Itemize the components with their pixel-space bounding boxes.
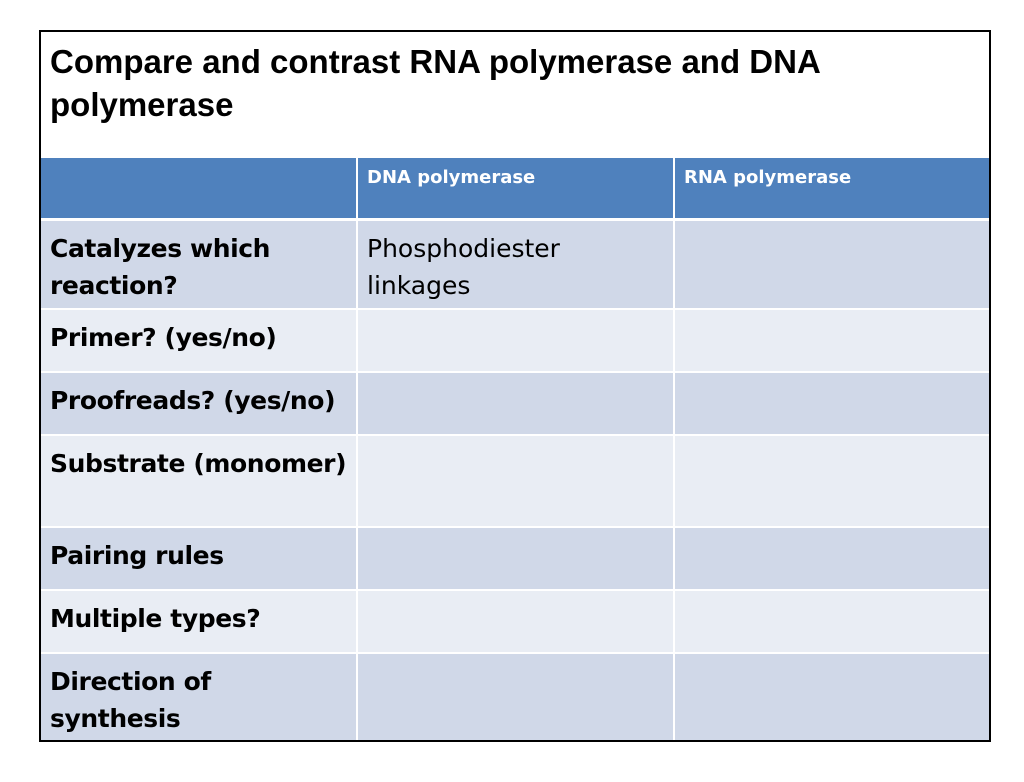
slide-frame <box>39 30 991 742</box>
table-row <box>41 219 989 309</box>
cell-dna-pairing-rules <box>357 527 674 590</box>
row-label-direction: Direction of synthesis <box>41 653 357 742</box>
cell-dna-multiple-types <box>357 590 674 653</box>
table-row <box>41 372 989 435</box>
row-label-pairing-rules: Pairing rules <box>41 527 357 590</box>
row-label-substrate: Substrate (monomer) <box>41 435 357 527</box>
row-label-primer: Primer? (yes/no) <box>41 309 357 372</box>
cell-dna-substrate <box>357 435 674 527</box>
table-row <box>41 435 989 527</box>
cell-rna-proofreads <box>674 372 989 435</box>
cell-rna-multiple-types <box>674 590 989 653</box>
cell-rna-primer <box>674 309 989 372</box>
table-header-row <box>41 158 989 219</box>
cell-rna-catalyzes <box>674 219 989 309</box>
header-dna-polymerase: DNA polymerase <box>357 158 674 219</box>
table-row <box>41 309 989 372</box>
table-row <box>41 527 989 590</box>
cell-rna-pairing-rules <box>674 527 989 590</box>
cell-rna-substrate <box>674 435 989 527</box>
row-label-catalyzes: Catalyzes which reaction? <box>41 219 357 309</box>
table-row <box>41 590 989 653</box>
row-label-multiple-types: Multiple types? <box>41 590 357 653</box>
cell-dna-direction <box>357 653 674 742</box>
slide-title: Compare and contrast RNA polymerase and DNA polymerase <box>50 43 820 123</box>
header-rna-polymerase: RNA polymerase <box>674 158 989 219</box>
cell-rna-direction <box>674 653 989 742</box>
cell-dna-primer <box>357 309 674 372</box>
cell-dna-proofreads <box>357 372 674 435</box>
cell-dna-catalyzes: Phosphodiester linkages <box>357 219 674 309</box>
header-corner-cell <box>41 158 357 219</box>
row-label-proofreads: Proofreads? (yes/no) <box>41 372 357 435</box>
comparison-table <box>41 158 989 742</box>
table-row <box>41 653 989 742</box>
